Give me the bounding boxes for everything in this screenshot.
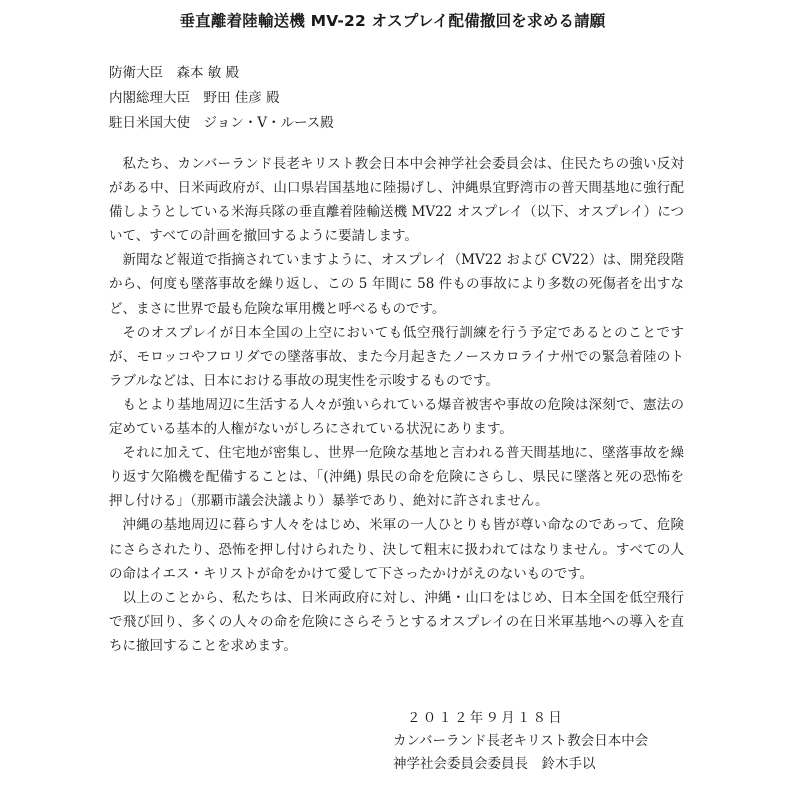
signature-organization: カンバーランド長老キリスト教会日本中会 (393, 733, 649, 749)
petition-body (109, 152, 684, 658)
signature-date: ２０１２年９月１８日 (407, 710, 564, 726)
body-paragraph: 以上のことから、私たちは、日米両政府に対し、沖縄・山口をはじめ、日本全国を低空飛行で飛び回り、多くの人々の命を危険にさらそうとするオスプレイの在日米軍基地への導入を直ちに撤回することを求めます。 (109, 589, 684, 654)
document-title: 垂直離着陸輸送機 MV-22 オスプレイ配備撤回を求める請願 (179, 12, 606, 30)
signature-signer: 神学社会委員会委員長 鈴木手以 (393, 756, 596, 772)
addressee-defense-minister: 防衛大臣 森本 敏 殿 (109, 65, 240, 81)
body-paragraph: それに加えて、住宅地が密集し、世界一危険な基地と言われる普天間基地に、墜落事故を繰り返す欠陥機を配備することは、「(沖縄) 県民の命を危険にさらし、県民に墜落と死の恐怖を押し付ける」（那覇市議会決議より）暴挙であり、絶対に許されません。 (109, 445, 684, 510)
body-paragraph: 沖縄の基地周辺に暮らす人々をはじめ、米軍の一人ひとりも皆が尊い命なのであって、危険にさらされたり、恐怖を押し付けられたり、決して粗末に扱われてはなりません。すべての人の命はイエス・キリストが命をかけて愛して下さったかけがえのないものです。 (109, 517, 684, 582)
addressee-us-ambassador: 駐日米国大使 ジョン・V・ルース殿 (109, 115, 334, 131)
body-paragraph: 私たち、カンバーランド長老キリスト教会日本中会神学社会委員会は、住民たちの強い反対がある中、日米両政府が、山口県岩国基地に陸揚げし、沖縄県宜野湾市の普天間基地に強行配備しようとしている米海兵隊の垂直離着陸輸送機 MV22 オスプレイ（以下、オスプレイ）について、すべての計画を撤回するように要請します。 (109, 156, 684, 245)
addressee-prime-minister: 内閣総理大臣 野田 佳彦 殿 (109, 90, 280, 106)
body-paragraph: 新聞など報道で指摘されていますように、オスプレイ（MV22 および CV22）は、開発段階から、何度も墜落事故を繰り返し、この 5 年間に 58 件もの事故により多数の死傷者を出すなど、まさに世界で最も危険な軍用機と呼べるものです。 (109, 252, 684, 317)
addressee-list (109, 61, 334, 136)
body-paragraph: そのオスプレイが日本全国の上空においても低空飛行訓練を行う予定であるとのことですが、モロッコやフロリダでの墜落事故、また今月起きたノースカロライナ州での緊急着陸のトラブルなどは、日本における事故の現実性を示唆するものです。 (109, 324, 684, 389)
signature-block (393, 707, 648, 776)
body-paragraph: もとより基地周辺に生活する人々が強いられている爆音被害や事故の危険は深刻で、憲法の定めている基本的人権がないがしろにされている状況にあります。 (109, 396, 684, 438)
